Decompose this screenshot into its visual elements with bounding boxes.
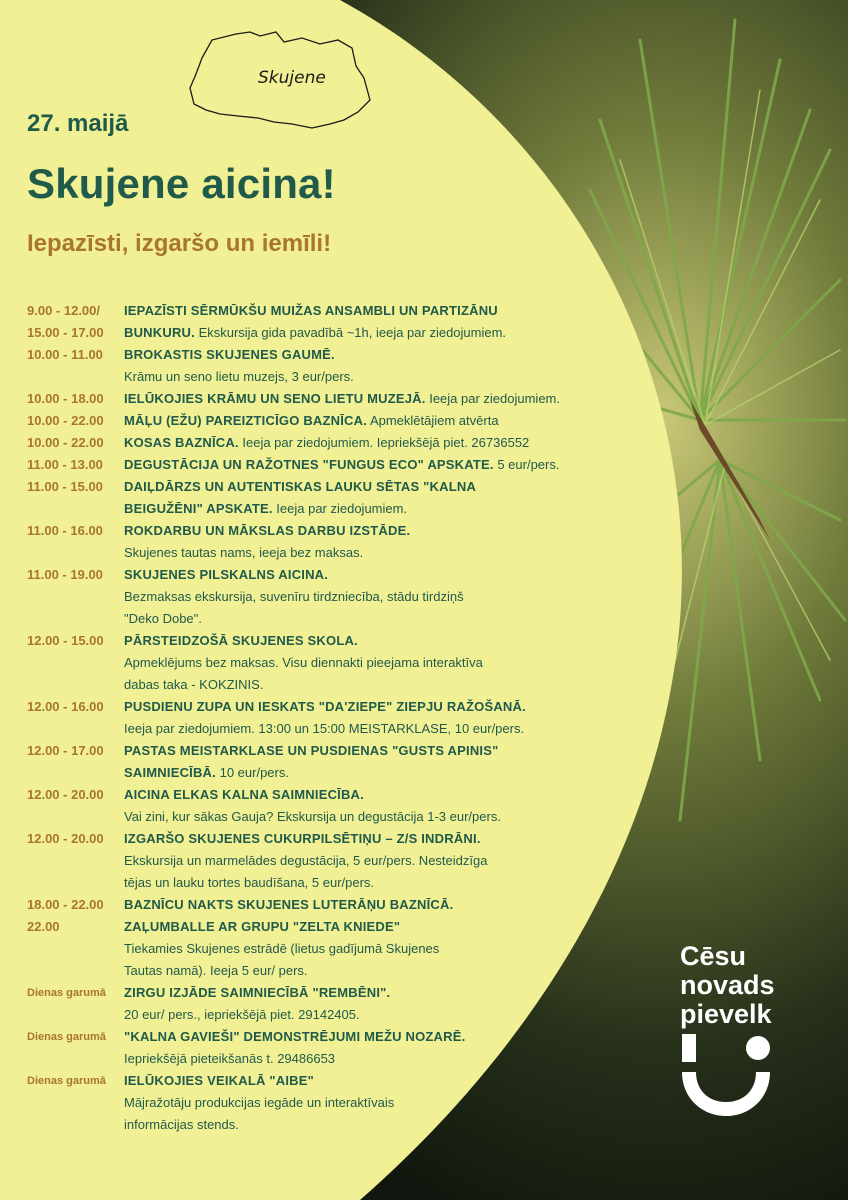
schedule-time: 12.00 - 16.00 bbox=[27, 699, 104, 714]
schedule-row bbox=[27, 630, 647, 651]
schedule-text: tējas un lauku tortes baudīšana, 5 eur/pers. bbox=[124, 875, 375, 890]
schedule-title: MĀĻU (EŽU) PAREIZTICĪGO BAZNĪCA. bbox=[124, 413, 368, 428]
schedule-title: ROKDARBU UN MĀKSLAS DARBU IZSTĀDE. bbox=[124, 523, 411, 538]
schedule-time bbox=[27, 674, 124, 675]
schedule-text: Krāmu un seno lietu muzejs, 3 eur/pers. bbox=[124, 369, 354, 384]
schedule-time bbox=[27, 1048, 124, 1049]
schedule-time bbox=[27, 1004, 124, 1005]
schedule-row bbox=[27, 696, 647, 717]
schedule-time: 11.00 - 15.00 bbox=[27, 479, 103, 494]
schedule-row bbox=[27, 1114, 647, 1135]
schedule-row bbox=[27, 322, 647, 343]
page-subtitle: Iepazīsti, izgaršo un iemīli! bbox=[27, 230, 332, 257]
schedule-time bbox=[27, 938, 124, 939]
schedule-row bbox=[27, 300, 647, 321]
schedule-title: PĀRSTEIDZOŠĀ SKUJENES SKOLA. bbox=[124, 633, 358, 648]
schedule-row bbox=[27, 850, 647, 871]
schedule-time bbox=[27, 542, 124, 543]
schedule-time: 22.00 bbox=[27, 919, 60, 934]
schedule-row bbox=[27, 784, 647, 805]
schedule-time bbox=[27, 1114, 124, 1115]
schedule-row bbox=[27, 872, 647, 893]
schedule-title: PUSDIENU ZUPA UN IESKATS "DA'ZIEPE" ZIEPJU RAŽOŠANĀ. bbox=[124, 699, 526, 714]
schedule-time bbox=[27, 718, 124, 719]
schedule-title: IELŪKOJIES VEIKALĀ "AIBE" bbox=[124, 1073, 314, 1088]
schedule-row bbox=[27, 916, 647, 937]
schedule-row bbox=[27, 564, 647, 585]
schedule-time: 10.00 - 11.00 bbox=[27, 347, 103, 362]
schedule-time: 12.00 - 20.00 bbox=[27, 787, 104, 802]
schedule-row bbox=[27, 1092, 647, 1113]
schedule-text: "Deko Dobe". bbox=[124, 611, 202, 626]
schedule-text: 5 eur/pers. bbox=[497, 457, 560, 472]
schedule-row bbox=[27, 1070, 647, 1091]
schedule-text: Bezmaksas ekskursija, suvenīru tirdzniecība, stādu tirdziņš bbox=[124, 589, 464, 604]
schedule-time: 15.00 - 17.00 bbox=[27, 325, 104, 340]
schedule-row bbox=[27, 608, 647, 629]
schedule-row bbox=[27, 520, 647, 541]
schedule-time bbox=[27, 806, 124, 807]
schedule-text: Vai zini, kur sākas Gauja? Ekskursija un degustācija 1-3 eur/pers. bbox=[124, 809, 501, 824]
event-schedule bbox=[27, 300, 647, 1136]
schedule-row bbox=[27, 740, 647, 761]
schedule-time: 12.00 - 15.00 bbox=[27, 633, 104, 648]
schedule-time bbox=[27, 652, 124, 653]
schedule-title: IEPAZĪSTI SĒRMŪKŠU MUIŽAS ANSAMBLI UN PARTIZĀNU bbox=[124, 303, 498, 318]
schedule-title: AICINA ELKAS KALNA SAIMNIECĪBA. bbox=[124, 787, 364, 802]
schedule-row bbox=[27, 828, 647, 849]
schedule-row bbox=[27, 1004, 647, 1025]
schedule-time bbox=[27, 366, 124, 367]
schedule-title: IZGARŠO SKUJENES CUKURPILSĒTIŅU – Z/S INDRĀNI. bbox=[124, 831, 481, 846]
schedule-row bbox=[27, 410, 647, 431]
brand-line: Cēsu bbox=[680, 941, 747, 971]
schedule-time: 10.00 - 18.00 bbox=[27, 391, 104, 406]
schedule-time bbox=[27, 872, 124, 873]
schedule-time: 18.00 - 22.00 bbox=[27, 897, 104, 912]
schedule-row bbox=[27, 1026, 647, 1047]
schedule-time: Dienas garumā bbox=[27, 1075, 106, 1087]
schedule-title: ZAĻUMBALLE AR GRUPU "ZELTA KNIEDE" bbox=[124, 919, 401, 934]
schedule-text: 20 eur/ pers., iepriekšējā piet. 29142405. bbox=[124, 1007, 360, 1022]
schedule-time: 10.00 - 22.00 bbox=[27, 413, 104, 428]
schedule-time: 9.00 - 12.00/ bbox=[27, 303, 100, 318]
cesu-novads-logo-text bbox=[680, 942, 775, 1029]
page-title: Skujene aicina! bbox=[27, 160, 336, 207]
schedule-row bbox=[27, 652, 647, 673]
map-label: Skujene bbox=[258, 68, 326, 88]
schedule-text: informācijas stends. bbox=[124, 1117, 239, 1132]
schedule-text: Tautas namā). Ieeja 5 eur/ pers. bbox=[124, 963, 308, 978]
schedule-time: 11.00 - 19.00 bbox=[27, 567, 103, 582]
schedule-title: BAZNĪCU NAKTS SKUJENES LUTERĀŅU BAZNĪCĀ. bbox=[124, 897, 454, 912]
schedule-text: dabas taka - KOKZINIS. bbox=[124, 677, 264, 692]
schedule-title: DAIĻDĀRZS UN AUTENTISKAS LAUKU SĒTAS "KALNA bbox=[124, 479, 477, 494]
brand-line: pievelk bbox=[680, 999, 772, 1029]
schedule-time bbox=[27, 1092, 124, 1093]
schedule-title: ZIRGU IZJĀDE SAIMNIECĪBĀ "REMBĒNI". bbox=[124, 985, 391, 1000]
schedule-row bbox=[27, 718, 647, 739]
schedule-text: Ekskursija un marmelādes degustācija, 5 eur/pers. Nesteidzīga bbox=[124, 853, 488, 868]
schedule-text: Ieeja par ziedojumiem. bbox=[276, 501, 408, 516]
schedule-title: KOSAS BAZNĪCA. bbox=[124, 435, 239, 450]
schedule-title: BEIGUŽĒNI" APSKATE. bbox=[124, 501, 273, 516]
schedule-text: Apmeklējums bez maksas. Visu diennakti pieejama interaktīva bbox=[124, 655, 483, 670]
schedule-title: BROKASTIS SKUJENES GAUMĒ. bbox=[124, 347, 335, 362]
schedule-row bbox=[27, 982, 647, 1003]
schedule-time: 11.00 - 13.00 bbox=[27, 457, 103, 472]
schedule-time: 10.00 - 22.00 bbox=[27, 435, 104, 450]
schedule-text: Mājražotāju produkcijas iegāde un interaktīvais bbox=[124, 1095, 395, 1110]
schedule-time bbox=[27, 608, 124, 609]
schedule-time: Dienas garumā bbox=[27, 987, 106, 999]
schedule-time: Dienas garumā bbox=[27, 1031, 106, 1043]
schedule-time bbox=[27, 960, 124, 961]
schedule-row bbox=[27, 344, 647, 365]
schedule-row bbox=[27, 432, 647, 453]
schedule-row bbox=[27, 894, 647, 915]
schedule-row bbox=[27, 762, 647, 783]
schedule-row bbox=[27, 366, 647, 387]
schedule-title: DEGUSTĀCIJA UN RAŽOTNES "FUNGUS ECO" APSKATE. bbox=[124, 457, 494, 472]
schedule-time bbox=[27, 586, 124, 587]
schedule-row bbox=[27, 498, 647, 519]
schedule-row bbox=[27, 454, 647, 475]
schedule-row bbox=[27, 542, 647, 563]
schedule-time bbox=[27, 498, 124, 499]
schedule-title: BUNKURU. bbox=[124, 325, 195, 340]
schedule-time bbox=[27, 850, 124, 851]
schedule-text: Skujenes tautas nams, ieeja bez maksas. bbox=[124, 545, 364, 560]
schedule-text: Tiekamies Skujenes estrādē (lietus gadījumā Skujenes bbox=[124, 941, 440, 956]
schedule-title: SAIMNIECĪBĀ. bbox=[124, 765, 216, 780]
schedule-row bbox=[27, 806, 647, 827]
brand-line: novads bbox=[680, 970, 775, 1000]
schedule-row bbox=[27, 938, 647, 959]
schedule-row bbox=[27, 1048, 647, 1069]
schedule-time: 12.00 - 17.00 bbox=[27, 743, 104, 758]
schedule-row bbox=[27, 586, 647, 607]
schedule-title: IELŪKOJIES KRĀMU UN SENO LIETU MUZEJĀ. bbox=[124, 391, 426, 406]
cesu-smile-logo-icon bbox=[680, 1032, 772, 1118]
schedule-time: 12.00 - 20.00 bbox=[27, 831, 104, 846]
schedule-title: PASTAS MEISTARKLASE UN PUSDIENAS "GUSTS APINIS" bbox=[124, 743, 499, 758]
schedule-time bbox=[27, 762, 124, 763]
event-date: 27. maijā bbox=[27, 110, 129, 137]
schedule-title: SKUJENES PILSKALNS AICINA. bbox=[124, 567, 329, 582]
schedule-title: "KALNA GAVIEŠI" DEMONSTRĒJUMI MEŽU NOZARĒ. bbox=[124, 1029, 466, 1044]
schedule-row bbox=[27, 388, 647, 409]
schedule-text: Ieeja par ziedojumiem. bbox=[429, 391, 560, 406]
schedule-text: Iepriekšējā pieteikšanās t. 29486653 bbox=[124, 1051, 336, 1066]
schedule-text: Ieeja par ziedojumiem. Iepriekšējā piet. 26736552 bbox=[242, 435, 530, 450]
schedule-row bbox=[27, 674, 647, 695]
schedule-text: Apmeklētājiem atvērta bbox=[369, 413, 499, 428]
schedule-text: 10 eur/pers. bbox=[219, 765, 289, 780]
schedule-text: Ekskursija gida pavadībā ~1h, ieeja par ziedojumiem. bbox=[198, 325, 507, 340]
schedule-text: Ieeja par ziedojumiem. 13:00 un 15:00 MEISTARKLASE, 10 eur/pers. bbox=[124, 721, 525, 736]
schedule-row bbox=[27, 960, 647, 981]
schedule-time: 11.00 - 16.00 bbox=[27, 523, 103, 538]
schedule-row bbox=[27, 476, 647, 497]
